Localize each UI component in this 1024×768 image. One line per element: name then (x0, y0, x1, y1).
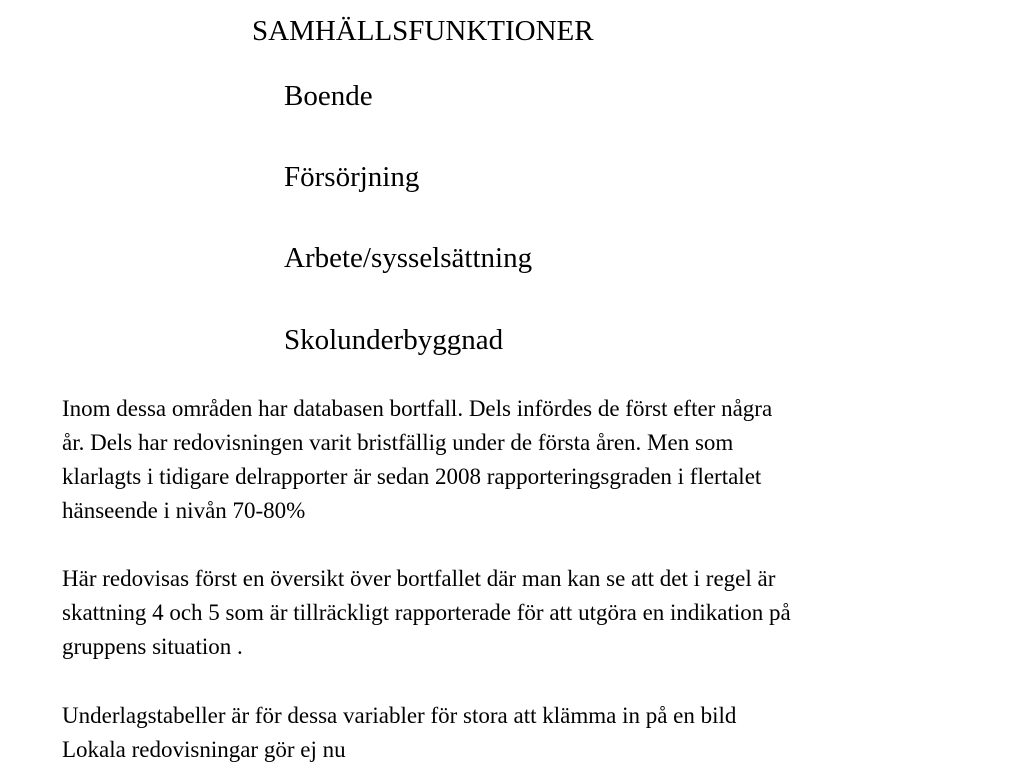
paragraph-line: hänseende i nivån 70-80% (62, 498, 306, 523)
function-item-forsorjning: Försörjning (284, 161, 420, 193)
function-item-skolunderbyggnad: Skolunderbyggnad (284, 324, 504, 356)
slide-title: SAMHÄLLSFUNKTIONER (252, 15, 594, 47)
paragraph-line: klarlagts i tidigare delrapporter är sedan 2008 rapporteringsgraden i flertalet (62, 464, 762, 489)
paragraph-underlag (62, 699, 982, 767)
paragraph-line: Inom dessa områden har databasen bortfall. Dels infördes de först efter några (62, 396, 773, 421)
paragraph-line: skattning 4 och 5 som är tillräckligt rapporterade för att utgöra en indikation på (62, 600, 791, 625)
paragraph-oversikt (62, 562, 982, 664)
paragraph-line: gruppens situation . (62, 634, 243, 659)
function-item-arbete: Arbete/sysselsättning (284, 242, 533, 274)
paragraph-bortfall (62, 392, 982, 528)
paragraph-line: Underlagstabeller är för dessa variabler för stora att klämma in på en bild (62, 703, 737, 728)
paragraph-line: Lokala redovisningar gör ej nu (62, 737, 346, 762)
paragraph-line: Här redovisas först en översikt över bortfallet där man kan se att det i regel är (62, 566, 776, 591)
function-item-boende: Boende (284, 80, 373, 112)
paragraph-line: år. Dels har redovisningen varit bristfällig under de första åren. Men som (62, 430, 734, 455)
